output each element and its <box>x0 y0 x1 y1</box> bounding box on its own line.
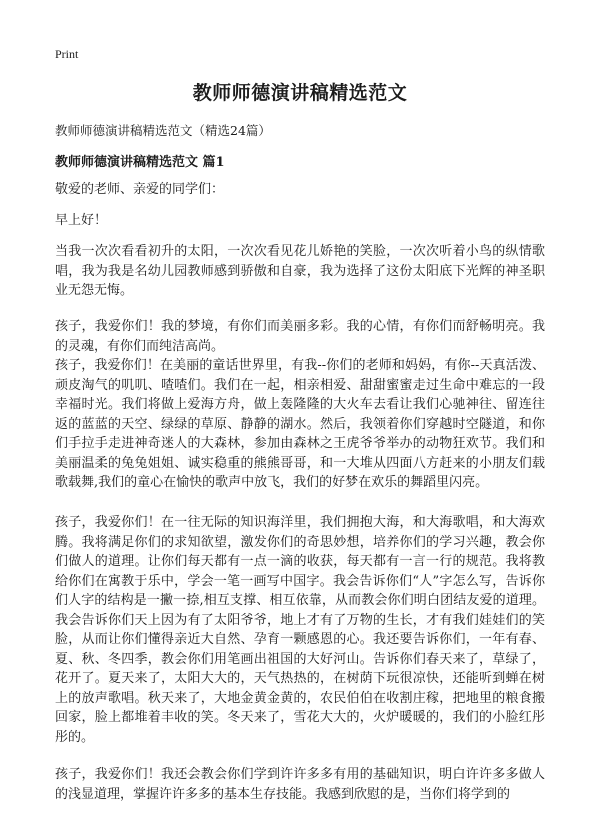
body-paragraph: 孩子，我爱你们！我的梦境，有你们而美丽多彩。我的心情，有你们而舒畅明亮。我的灵魂，有你们而纯洁高尚。 <box>55 319 545 354</box>
greeting-paragraph: 早上好！ <box>55 213 108 228</box>
body-paragraph: 当我一次次看看初升的太阳，一次次看见花儿娇艳的笑脸，一次次听着小鸟的纵情歌唱，我为我是名幼儿园教师感到骄傲和自豪，我为选择了这份太阳底下光辉的神圣职业无怨无悔。 <box>55 244 545 298</box>
body-paragraph: 孩子，我爱你们！在一往无际的知识海洋里，我们拥抱大海，和大海歌唱，和大海欢腾。我将满足你们的求知欲望，激发你们的奇思妙想，培养你们的学习兴趣，教会你们做人的道理。让你们每天都有一点一滴的收获，每天都有一言一行的规范。我将教给你们在寓教于乐中，学会一笔一画写中国字。我会告诉你们“人”字怎么写，告诉你们人字的结构是一撇一捺,相互支撑、相互依靠，从而教会你们明白团结友爱的道理。我会告诉你们天上因为有了太阳爷爷，地上才有了万物的生长，才有我们娃娃们的笑脸，从而让你们懂得亲近大自然、孕育一颗感恩的心。我还要告诉你们，一年有春、夏、秋、冬四季，教会你们用笔画出祖国的大好河山。告诉你们春天来了，草绿了，花开了。夏天来了，太阳大大的，天气热热的，在树荫下玩很凉快，还能听到蝉在树上的放声歌唱。秋天来了，大地金黄金黄的，农民伯伯在收割庄稼，把地里的粮食搬回家，脸上都堆着丰收的笑。冬天来了，雪花大大的，火炉暖暖的，我们的小脸红彤彤的。 <box>55 515 545 745</box>
section-heading: 教师师德演讲稿精选范文 篇1 <box>55 155 225 170</box>
print-link[interactable]: Print <box>55 47 79 61</box>
body-paragraph: 孩子，我爱你们！在美丽的童话世界里，有我--你们的老师和妈妈，有你--天真活泼、顽皮淘气的叽叽、喳喳们。我们在一起，相亲相爱、甜甜蜜蜜走过生命中难忘的一段幸福时光。我们将做上爱海方舟，做上轰隆隆的大火车去看让我们心驰神往、留连往返的蓝蓝的天空、绿绿的草原、静静的湖水。然后，我领着你们穿越时空隧道，和你们手拉手走进神奇迷人的大森林，参加由森林之王虎爷爷举办的动物狂欢节。我们和美丽温柔的兔兔姐姐、诚实稳重的熊熊哥哥，和一大堆从四面八方赶来的小朋友们载歌载舞,我们的童心在愉快的歌声中放飞，我们的好梦在欢乐的舞蹈里闪亮。 <box>55 358 545 490</box>
document-subtitle: 教师师德演讲稿精选范文（精选24篇） <box>55 123 271 138</box>
salutation-paragraph: 敬爱的老师、亲爱的同学们： <box>55 182 225 197</box>
page-title: 教师师德演讲稿精选范文 <box>192 82 408 104</box>
body-paragraph: 孩子，我爱你们！我还会教会你们学到许许多多有用的基础知识，明白许许多多做人的浅显道理，掌握许许多多的基本生存技能。我感到欣慰的是，当你们将学到的 <box>55 767 545 802</box>
